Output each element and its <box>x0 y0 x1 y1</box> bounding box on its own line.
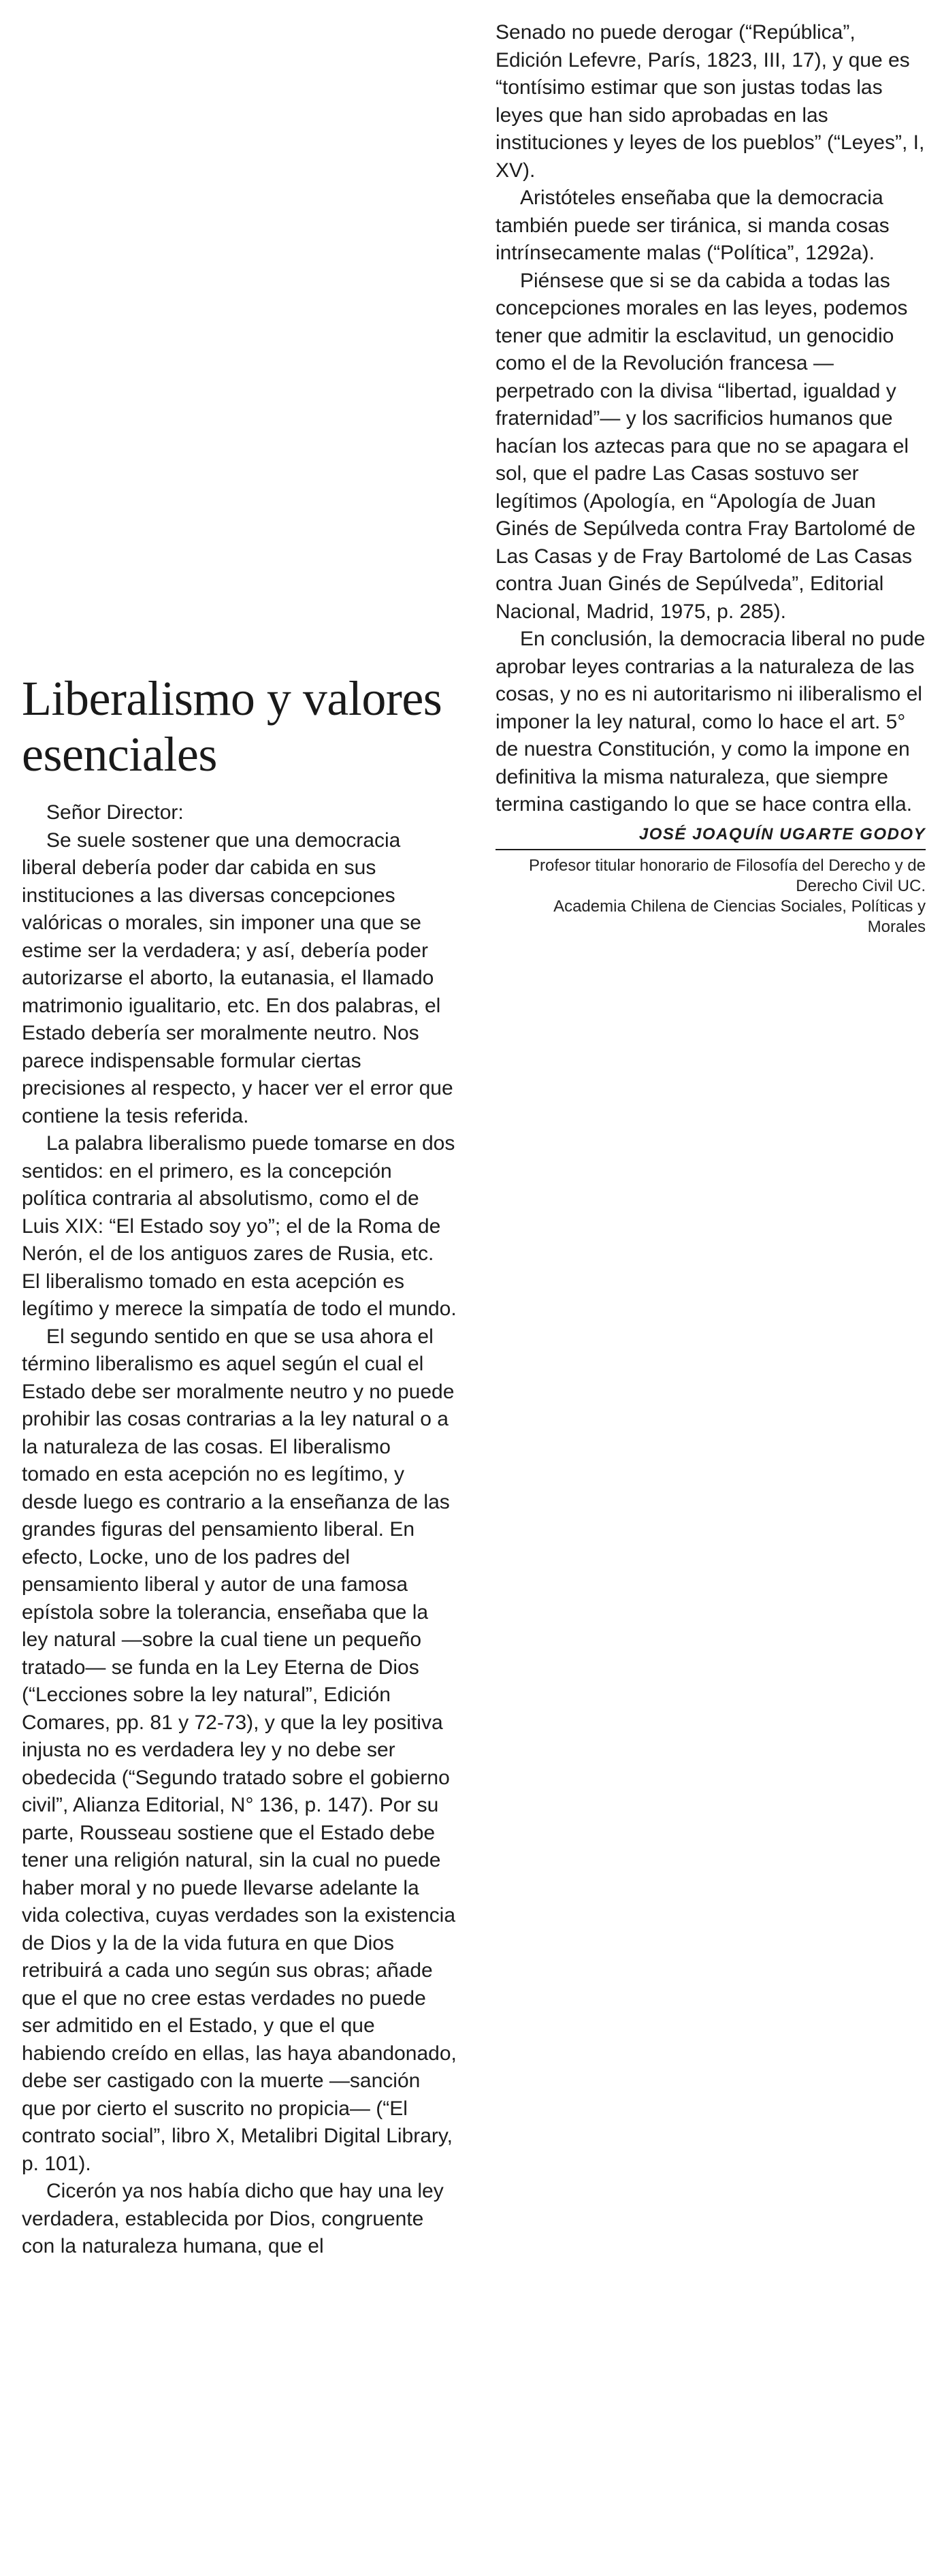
headline: Liberalismo y valores esenciales <box>22 671 442 782</box>
body-paragraph-4: Cicerón ya nos había dicho que hay una ley verdadera, establecida por Dios, congruente con la naturaleza humana, que el <box>22 2180 444 2257</box>
author-affiliation-2: Academia Chilena de Ciencias Sociales, Políticas y Morales <box>553 897 926 936</box>
salutation: Señor Director: <box>46 801 184 824</box>
author-affiliation-1: Profesor titular honorario de Filosofía del Derecho y de Derecho Civil UC. <box>529 856 926 895</box>
body-paragraph-1: Se suele sostener que una democracia liberal debería poder dar cabida en sus instituciones a las diversas concepciones valóricas o morales, sin imponer una que se estime ser la verdadera; y así, debería poder autorizarse el aborto, la eutanasia, el llamado matrimonio igualitario, etc. En dos palabras, el Estado debería ser moralmente neutro. Nos parece indispensable formular ciertas precisiones al respecto, y hacer ver el error que contiene la tesis referida. <box>22 828 453 1127</box>
page-bottom-fade <box>0 2549 942 2576</box>
body-paragraph-6: Piénsese que si se da cabida a todas las concepciones morales en las leyes, podemos tener que admitir la esclavitud, un genocidio como el de la Revolución francesa —perpetrado con la divisa “libertad, igualdad y fraternidad”— y los sacrificios humanos que hacían los aztecas para que no se apagara el sol, que el padre Las Casas sostuvo ser legítimos (Apología, en “Apología de Juan Ginés de Sepúlveda contra Fray Bartolomé de Las Casas y de Fray Bartolomé de Las Casas contra Juan Ginés de Sepúlveda”, Editorial Nacional, Madrid, 1975, p. 285). <box>496 269 916 623</box>
left-column <box>22 799 457 2261</box>
body-paragraph-2: La palabra liberalismo puede tomarse en dos sentidos: en el primero, es la concepción política contraria al absolutismo, como el de Luis XIX: “El Estado soy yo”; el de la Roma de Nerón, el de los antiguos zares de Rusia, etc. El liberalismo tomado en esta acepción es legítimo y merece la simpatía de todo el mundo. <box>22 1132 457 1320</box>
continued-paragraph: Senado no puede derogar (“República”, Edición Lefevre, París, 1823, III, 17), y que es “tontísimo estimar que son justas todas las leyes que han sido aprobadas en las instituciones y leyes de los pueblos” (“Leyes”, I, XV). <box>496 21 925 182</box>
body-paragraph-5: Aristóteles enseñaba que la democracia también puede ser tiránica, si manda cosas intrínsecamente malas (“Política”, 1292a). <box>496 187 890 264</box>
body-paragraph-7: En conclusión, la democracia liberal no pude aprobar leyes contrarias a la naturaleza de las cosas, y no es ni autoritarismo ni iliberalismo el imponer la ley natural, como lo hace el art. 5° de nuestra Constitución, y como la impone en definitiva la misma naturaleza, que siempre termina castigando lo que se hace contra ella. <box>496 628 926 816</box>
author-signature: JOSÉ JOAQUÍN UGARTE GODOY <box>496 823 926 850</box>
body-paragraph-3: El segundo sentido en que se usa ahora el término liberalismo es aquel según el cual el Estado debe ser moralmente neutro y no puede prohibir las cosas contrarias a la ley natural o a la naturaleza de las cosas. El liberalismo tomado en esta acepción no es legítimo, y desde luego es contrario a la enseñanza de las grandes figuras del pensamiento liberal. En efecto, Locke, uno de los padres del pensamiento liberal y autor de una famosa epístola sobre la tolerancia, enseñaba que la ley natural —sobre la cual tiene un pequeño tratado— se funda en la Ley Eterna de Dios (“Lecciones sobre la ley natural”, Edición Comares, pp. 81 y 72-73), y que la ley positiva injusta no es verdadera ley y no debe ser obedecida (“Segundo tratado sobre el gobierno civil”, Alianza Editorial, N° 136, p. 147). Por su parte, Rousseau sostiene que el Estado debe tener una religión natural, sin la cual no puede haber moral y no puede llevarse adelante la vida colectiva, cuyas verdades son la existencia de Dios y la de la vida futura en que Dios retribuirá a cada uno según sus obras; añade que el que no cree estas verdades no puede ser admitido en el Estado, y que el que habiendo creído en ellas, las haya abandonado, debe ser castigado con la muerte —sanción que por cierto el suscrito no propicia— (“El contrato social”, libro X, Metalibri Digital Library, p. 101). <box>22 1325 457 2175</box>
right-column <box>496 19 926 937</box>
